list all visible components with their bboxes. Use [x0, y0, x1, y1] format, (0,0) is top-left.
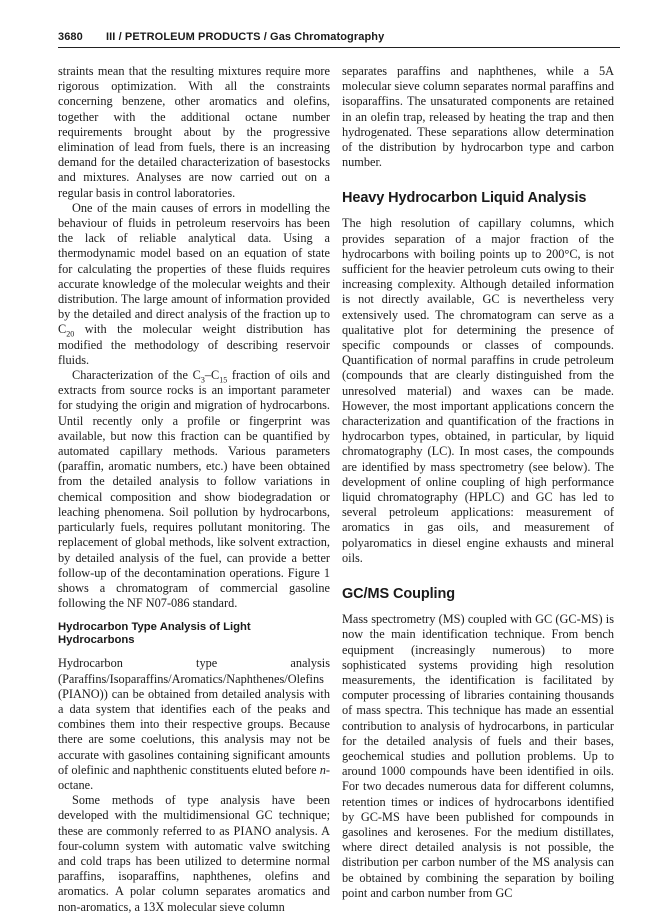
- running-head: [58, 31, 620, 43]
- paragraph: separates paraffins and naphthenes, while a 5A molecular sieve column separates normal paraffins and isoparaffins. The unsaturated components are retained in an olefin trap, released by heating the trap and then hydrogenated. These separations allow determination of the distribution by hydrocarbon type and carbon number.: [342, 64, 614, 170]
- section-heading: Heavy Hydrocarbon Liquid Analysis: [342, 190, 587, 207]
- left-column: [58, 64, 330, 915]
- paragraph: Mass spectrometry (MS) coupled with GC (GC-MS) is now the main identification technique. From bench equipment (increasingly numerous) to more sophisticated systems providing high resolution measurements, the identification is facilitated by computer processing of libraries containing thousands of mass spectra. This technique has made an essential contribution to analysis of hydrocarbons, in particular for the detailed analysis of fuels and their bases, geochemical studies and pollution problems. Up to around 1000 compounds have been identified in oils. For two decades numerous data for different columns, retention times or indices of hydrocarbons identified by GC-MS have been published for compounds in gasolines and kerosenes. For the medium distillates, where direct detailed analysis is not possible, the distribution per carbon number of the MS analysis can be obtained by combining the separation by boiling point and carbon number from GC: [342, 612, 614, 900]
- running-title: III / PETROLEUM PRODUCTS / Gas Chromatography: [106, 31, 385, 43]
- paragraph: straints mean that the resulting mixtures require more rigorous optimization. With all the constraints concerning benzene, other aromatics and olefins, together with the additional octane number requirements brought about by the progressive elimination of lead from fuels, there is an increasing demand for the detailed characterization of basestocks and mixtures. Analyses are now carried out on a regular basis in control laboratories.: [58, 64, 330, 200]
- paragraph: Some methods of type analysis have been developed with the multidimensional GC technique; these are commonly referred to as PIANO analysis. A four-column system with automatic valve switching and cold traps has been utilized to determine normal paraffins, isoparaffins, naphthenes, olefins and aromatics. A polar column separates aromatics and non-aromatics, a 13X molecular sieve column: [58, 793, 330, 914]
- paragraph: One of the main causes of errors in modelling the behaviour of fluids in petroleum reservoirs has been the lack of reliable analytical data. Using a thermodynamic model based on an equation of state for calculating the properties of these fluids requires accurate knowledge of the molecular weights and their distribution. The large amount of information provided by the detailed and direct analysis of the fraction up to $C_{20}$ with the molecular weight distribution has modified the methodology of describing reservoir fluids.: [58, 200, 330, 367]
- page-number: 3680: [58, 31, 83, 43]
- subsection-heading: Hydrocarbon Type Analysis of Light Hydrocarbons: [58, 621, 251, 647]
- section-heading: GC/MS Coupling: [342, 586, 455, 603]
- paragraph: Characterization of the $C_3-C_{15}$ fraction of oils and extracts from source rocks is an important parameter for studying the origin and migration of hydrocarbons. Until recently only a profile or fingerprint was available, but now this fraction can be quantified by automated capillary methods. Various parameters (paraffin, aromatic numbers, etc.) have been obtained from the detailed analysis to follow variations in chemical composition and show biodegradation or leaching phenomena. Soil pollution by hydrocarbons, particularly fuels, requires pollutant monitoring. The replacement of global methods, like solvent extraction, by detailed analysis of the fuel, can provide a better follow-up of the decontamination operations. Figure 1 shows a chromatogram of commercial gasoline following the NF N07-086 standard.: [58, 368, 330, 611]
- paragraph: The high resolution of capillary columns, which provides separation of a major fraction of the hydrocarbons with boiling points up to 200°C, is not sufficient for the heavier petroleum cuts owing to their increasing complexity. Although detailed information is not directly available, GC is nevertheless very extensively used. The chromatogram can serve as a qualitative plot for determining the presence of specific compounds or classes of compounds. Quantification of normal paraffins in crude petroleum (compounds that are clearly distinguished from the unresolved material) and waxes can be made. However, the most important applications concern the characterization and quantification of the fractions in hydrocarbon types, obtained, in particular, by liquid chromatography (LC). In most cases, the compounds are identified by mass spectrometry (see below). The development of online coupling of high performance liquid chromatography (HPLC) and GC has led to several petroleum applications: measurement of aromatics in gas oils, and measurement of polyaromatics in diesel engine exhausts and mineral oils.: [342, 216, 614, 565]
- header-rule: [58, 47, 620, 48]
- paragraph: Hydrocarbon type analysis (Paraffins/Isoparaffins/Aromatics/Naphthenes/Olefins (PIANO)) can be obtained from detailed analysis with a data system that identifies each of the peaks and combines them into their respective groups. Because there are some coelutions, this analysis may not be accurate with gasolines containing significant amounts of olefinic and naphthenic constituents eluted before n-octane.: [58, 656, 330, 792]
- right-column: [342, 64, 614, 901]
